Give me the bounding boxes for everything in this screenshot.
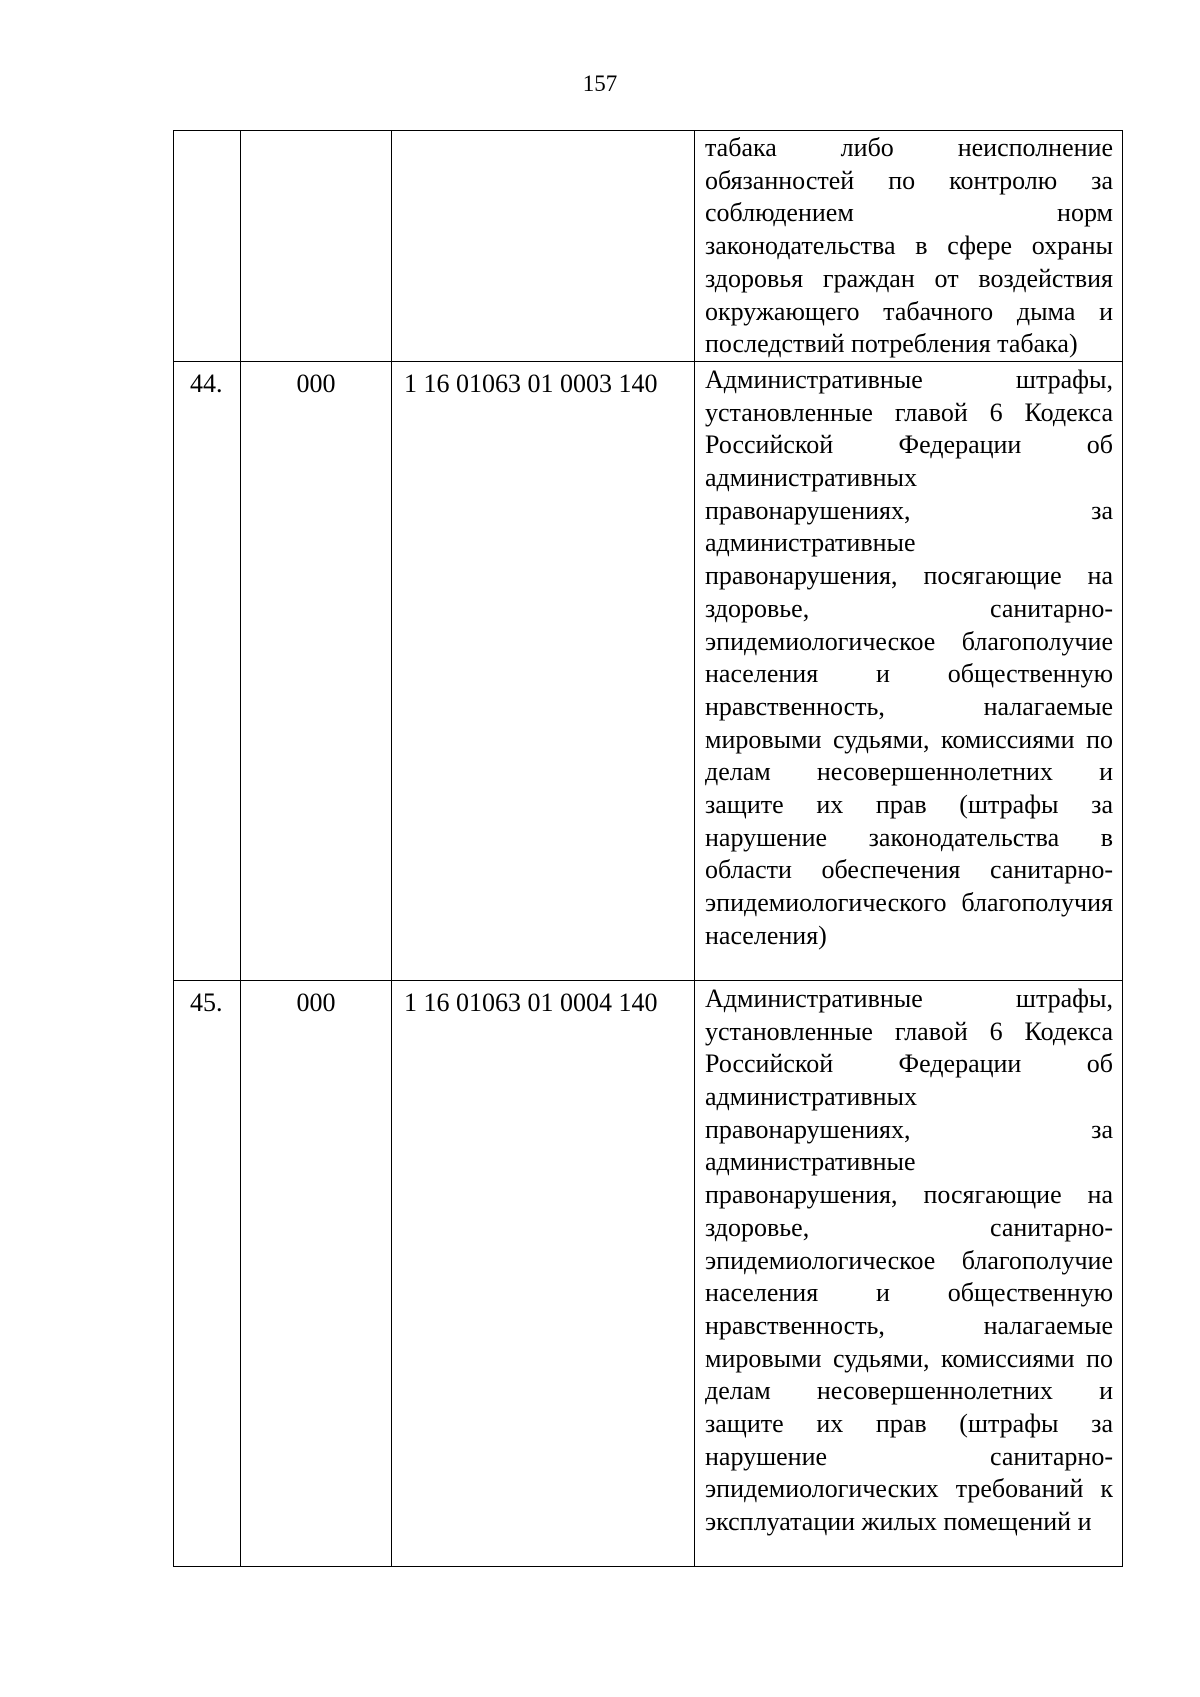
kbk-code-cell	[392, 361, 695, 980]
description-text: Административные штрафы, установленные главой 6 Кодекса Российской Федерации об административных правонарушениях, за административные правонарушения, посягающие на здоровье, санитарно-эпидемиологическое благополучие населения и общественную нравственность, налагаемые мировыми судьями, комиссиями по делам несовершеннолетних и защите их прав (штрафы за нарушение законодательства в области обеспечения санитарно-эпидемиологического благополучия населения)	[705, 364, 1113, 950]
row-number	[174, 131, 240, 137]
description-text: табака либо неисполнение обязанностей по контролю за соблюдением норм законодательства в сфере охраны здоровья граждан от воздействия окружающего табачного дыма и последствий потребления табака)	[705, 133, 1113, 359]
kbk-code-cell	[392, 131, 695, 362]
kbk-code	[392, 131, 694, 137]
row-number-cell	[174, 131, 241, 362]
description-text: Административные штрафы, установленные главой 6 Кодекса Российской Федерации об административных правонарушениях, за административные правонарушения, посягающие на здоровье, санитарно-эпидемиологическое благополучие населения и общественную нравственность, налагаемые мировыми судьями, комиссиями по делам несовершеннолетних и защите их прав (штрафы за нарушение санитарно-эпидемиологических требований к эксплуатации жилых помещений и	[705, 983, 1113, 1537]
row-number-cell	[174, 980, 241, 1566]
admin-code: 000	[296, 368, 336, 398]
admin-code-cell	[241, 361, 392, 980]
kbk-code-cell	[392, 980, 695, 1566]
description-cell	[695, 131, 1123, 362]
row-number-cell	[174, 361, 241, 980]
page-number: 157	[582, 71, 618, 96]
admin-code-cell	[241, 980, 392, 1566]
admin-code: 000	[296, 987, 336, 1017]
admin-code	[241, 131, 391, 137]
row-number: 44.	[190, 368, 223, 398]
admin-code-cell	[241, 131, 392, 362]
description-cell	[695, 361, 1123, 980]
budget-codes-table	[173, 130, 1123, 1567]
row-number: 45.	[190, 987, 223, 1017]
description-cell	[695, 980, 1123, 1566]
kbk-code: 1 16 01063 01 0004 140	[404, 987, 658, 1017]
table-row	[174, 980, 1123, 1566]
table-row	[174, 131, 1123, 362]
table-row	[174, 361, 1123, 980]
kbk-code: 1 16 01063 01 0003 140	[404, 368, 658, 398]
